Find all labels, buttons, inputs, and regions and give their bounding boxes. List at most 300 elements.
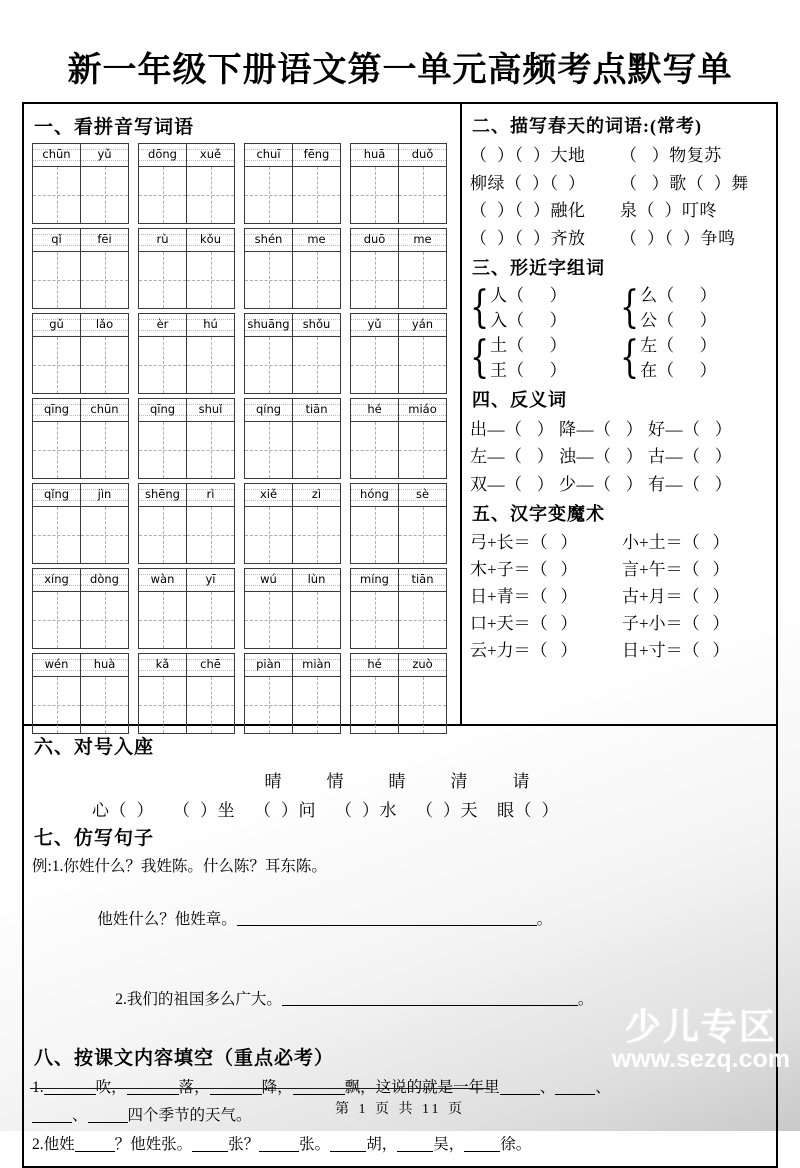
section-2-heading: 二、描写春天的词语:(常考) [472, 116, 702, 136]
pinyin-row [245, 314, 340, 337]
tianzige-cell[interactable] [351, 507, 399, 563]
pinyin-cell: qīng [139, 399, 187, 421]
similar-char-group [470, 284, 770, 333]
writing-row[interactable] [139, 677, 234, 733]
tianzige-cell[interactable] [81, 422, 128, 478]
writing-row[interactable] [33, 592, 128, 648]
char-magic-row [470, 530, 770, 557]
spring-word-left: 柳绿（ ）（ ） [470, 173, 586, 193]
tianzige-cell[interactable] [187, 677, 234, 733]
tianzige-cell[interactable] [245, 337, 293, 393]
tianzige-cell[interactable] [33, 592, 81, 648]
pinyin-row [245, 399, 340, 422]
brace-icon: { [620, 282, 640, 334]
q1-tail: 四个季节的天气。 [127, 1107, 252, 1125]
pinyin-cell: chuī [245, 144, 293, 166]
pinyin-row [351, 654, 446, 677]
similar-char-top: 人（ ） [490, 286, 567, 306]
similar-char-bottom: 在（ ） [640, 361, 717, 381]
grid-row [32, 143, 460, 224]
right-column [462, 104, 776, 724]
pinyin-cell: miàn [293, 654, 340, 676]
brace-icon: { [620, 332, 640, 384]
similar-char-top: 土（ ） [490, 336, 567, 356]
pinyin-row [33, 314, 128, 337]
pinyin-cell: hé [351, 399, 399, 421]
spring-word-right: （ ）歌（ ）舞 [620, 173, 749, 193]
pinyin-cell: miáo [399, 399, 446, 421]
pinyin-cell: shēng [139, 484, 187, 506]
section-7-example-1: 例:1.你姓什么？我姓陈。什么陈？耳东陈。 [32, 858, 327, 875]
tianzige-cell[interactable] [139, 507, 187, 563]
fill-blank[interactable] [32, 1122, 72, 1123]
writing-row[interactable] [245, 337, 340, 393]
q2-t5: 胡， [366, 1135, 398, 1153]
similar-char-pair [620, 284, 770, 333]
section-7-heading: 七、仿写句子 [34, 828, 155, 849]
writing-row[interactable] [245, 252, 340, 308]
tianzige-cell[interactable] [245, 252, 293, 308]
similar-char-bottom: 王（ ） [490, 361, 567, 381]
pinyin-row [245, 569, 340, 592]
pinyin-row [139, 654, 234, 677]
writing-row[interactable] [351, 167, 446, 223]
pinyin-cell: xíng [33, 569, 81, 591]
pinyin-cell: yǔ [351, 314, 399, 336]
pinyin-row [139, 569, 234, 592]
tianzige-cell[interactable] [245, 507, 293, 563]
tianzige-cell[interactable] [139, 252, 187, 308]
section-6-characters: 晴 情 睛 清 请 [264, 772, 544, 791]
tianzige-cell[interactable] [139, 167, 187, 223]
writing-row[interactable] [33, 252, 128, 308]
section-7-prompt-1: 他姓什么？他姓章。 [97, 911, 237, 929]
q2-t4: 张。 [299, 1135, 331, 1153]
char-magic-right: 小+土＝（ ） [622, 533, 730, 553]
grid-row [32, 483, 460, 564]
writing-row[interactable] [33, 337, 128, 393]
section-4-heading: 四、反义词 [472, 389, 567, 410]
fill-blank[interactable] [464, 1151, 500, 1152]
tianzige-cell[interactable] [187, 167, 234, 223]
tianzige-cell[interactable] [293, 252, 340, 308]
char-magic-right: 子+小＝（ ） [622, 613, 730, 633]
fill-blank[interactable] [500, 1094, 540, 1095]
pinyin-row [139, 484, 234, 507]
pinyin-cell: rù [139, 229, 187, 251]
tianzige-cell[interactable] [351, 252, 399, 308]
section-5-heading: 五、汉字变魔术 [472, 504, 605, 525]
tianzige-cell[interactable] [399, 422, 446, 478]
section-6-heading: 六、对号入座 [34, 737, 155, 758]
q1-sep1: 、 [539, 1078, 556, 1096]
writing-row[interactable] [351, 422, 446, 478]
pinyin-cell: chūn [33, 144, 81, 166]
writing-row[interactable] [33, 167, 128, 223]
word-block[interactable] [138, 398, 235, 479]
pinyin-cell: wàn [139, 569, 187, 591]
word-block[interactable] [138, 568, 235, 649]
tianzige-cell[interactable] [81, 167, 128, 223]
pinyin-cell: hóng [351, 484, 399, 506]
similar-char-top: 么（ ） [640, 286, 717, 306]
tianzige-cell[interactable] [139, 592, 187, 648]
similar-char-bottom: 公（ ） [640, 310, 717, 330]
grid-row [32, 568, 460, 649]
word-block[interactable] [350, 653, 447, 734]
char-magic-row [470, 557, 770, 584]
pinyin-cell: shén [245, 229, 293, 251]
tianzige-cell[interactable] [81, 677, 128, 733]
pinyin-cell: xuě [187, 144, 234, 166]
pinyin-cell: lùn [293, 569, 340, 591]
pinyin-cell: míng [351, 569, 399, 591]
pinyin-row [33, 399, 128, 422]
fill-blank[interactable] [210, 1094, 262, 1095]
section-2-line [470, 225, 770, 253]
char-magic-left: 口+天＝（ ） [470, 613, 578, 633]
similar-char-group [470, 334, 770, 383]
word-block[interactable] [138, 313, 235, 394]
writing-row[interactable] [139, 167, 234, 223]
section-8-question-2 [32, 1131, 766, 1160]
word-block[interactable] [350, 483, 447, 564]
antonym-line: 左—（ ） 浊—（ ） 古—（ ） [470, 447, 733, 467]
spring-word-right: （ ）（ ）争鸣 [620, 228, 736, 248]
writing-row[interactable] [245, 167, 340, 223]
similar-char-lines [640, 284, 717, 333]
word-block[interactable] [32, 313, 129, 394]
q2-t1: 2.他姓 [32, 1135, 75, 1153]
tianzige-cell[interactable] [33, 337, 81, 393]
tianzige-cell[interactable] [399, 167, 446, 223]
tianzige-cell[interactable] [399, 507, 446, 563]
word-block[interactable] [350, 228, 447, 309]
writing-row[interactable] [245, 677, 340, 733]
word-block[interactable] [244, 313, 341, 394]
q1-sep3: 、 [72, 1107, 88, 1125]
section-8-heading: 八、按课文内容填空（重点必考） [34, 1047, 335, 1069]
fill-blank[interactable] [330, 1151, 366, 1152]
word-block[interactable] [32, 228, 129, 309]
pinyin-row [245, 144, 340, 167]
pinyin-row [33, 229, 128, 252]
similar-char-pair [620, 334, 770, 383]
word-block[interactable] [32, 483, 129, 564]
writing-row[interactable] [351, 592, 446, 648]
q2-t7: 徐。 [500, 1135, 532, 1153]
fill-blank[interactable] [127, 1094, 179, 1095]
page-title: 新一年级下册语文第一单元高频考点默写单 [67, 52, 733, 89]
tianzige-cell[interactable] [33, 677, 81, 733]
word-block[interactable] [138, 653, 235, 734]
tianzige-cell[interactable] [33, 507, 81, 563]
pinyin-cell: kǎ [139, 654, 187, 676]
pinyin-row [139, 399, 234, 422]
grid-row [32, 653, 460, 734]
period-2: 。 [577, 991, 594, 1009]
tianzige-cell[interactable] [351, 167, 399, 223]
word-block[interactable] [32, 653, 129, 734]
pinyin-cell: chūn [81, 399, 128, 421]
similar-char-lines [490, 284, 567, 333]
tianzige-cell[interactable] [399, 677, 446, 733]
spring-word-right: 泉（ ）叮咚 [620, 201, 717, 221]
writing-row[interactable] [33, 677, 128, 733]
pinyin-cell: me [399, 229, 446, 251]
fill-blank[interactable] [75, 1151, 115, 1152]
pinyin-row [351, 144, 446, 167]
section-7-answer-1 [32, 881, 766, 961]
pinyin-cell: hé [351, 654, 399, 676]
section-2-line [470, 197, 770, 225]
brace-icon: { [470, 332, 490, 384]
pinyin-cell: huā [351, 144, 399, 166]
char-magic-left: 云+力＝（ ） [470, 640, 578, 660]
pinyin-grid [32, 143, 460, 734]
char-magic-left: 日+青＝（ ） [470, 587, 578, 606]
tianzige-cell[interactable] [293, 507, 340, 563]
pinyin-row [245, 484, 340, 507]
tianzige-cell[interactable] [293, 677, 340, 733]
tianzige-cell[interactable] [245, 592, 293, 648]
pinyin-cell: qíng [245, 399, 293, 421]
pinyin-row [351, 399, 446, 422]
writing-row[interactable] [351, 677, 446, 733]
writing-row[interactable] [245, 422, 340, 478]
pinyin-cell: shuǐ [187, 399, 234, 421]
similar-char-bottom: 入（ ） [490, 310, 567, 330]
pinyin-cell: yī [187, 569, 234, 591]
word-block[interactable] [244, 483, 341, 564]
tianzige-cell[interactable] [351, 592, 399, 648]
spring-word-right: （ ）物复苏 [620, 146, 722, 165]
tianzige-cell[interactable] [139, 677, 187, 733]
tianzige-cell[interactable] [245, 677, 293, 733]
tianzige-cell[interactable] [187, 252, 234, 308]
tianzige-cell[interactable] [81, 337, 128, 393]
writing-row[interactable] [139, 592, 234, 648]
pinyin-row [245, 229, 340, 252]
pinyin-cell: wén [33, 654, 81, 676]
period-1: 。 [536, 911, 553, 929]
tianzige-cell[interactable] [245, 422, 293, 478]
pinyin-cell: qǐng [33, 484, 81, 506]
tianzige-cell[interactable] [399, 337, 446, 393]
section-1-heading: 一、看拼音写词语 [34, 117, 195, 138]
pinyin-row [245, 654, 340, 677]
writing-row[interactable] [351, 252, 446, 308]
similar-char-lines [490, 334, 567, 383]
writing-row[interactable] [139, 422, 234, 478]
pinyin-cell: huà [81, 654, 128, 676]
pinyin-row [139, 229, 234, 252]
pinyin-cell: tiān [399, 569, 446, 591]
tianzige-cell[interactable] [399, 592, 446, 648]
pinyin-cell: zì [293, 484, 340, 506]
word-block[interactable] [244, 143, 341, 224]
tianzige-cell[interactable] [139, 337, 187, 393]
pinyin-row [33, 569, 128, 592]
tianzige-cell[interactable] [33, 252, 81, 308]
pinyin-cell: gǔ [33, 314, 81, 336]
word-block[interactable] [138, 143, 235, 224]
watermark-brand: 少儿专区 [624, 1005, 777, 1047]
tianzige-cell[interactable] [351, 677, 399, 733]
q2-t6: 吴， [433, 1135, 465, 1153]
writing-row[interactable] [245, 592, 340, 648]
footer-divider [30, 1088, 490, 1089]
writing-row[interactable] [139, 252, 234, 308]
writing-row[interactable] [33, 422, 128, 478]
pinyin-cell: duō [351, 229, 399, 251]
pinyin-cell: dòng [81, 569, 128, 591]
pinyin-cell: jìn [81, 484, 128, 506]
fill-blank[interactable] [88, 1122, 128, 1123]
pinyin-row [33, 144, 128, 167]
tianzige-cell[interactable] [81, 507, 128, 563]
q1-sep2: 、 [595, 1078, 611, 1096]
pinyin-cell: kǒu [187, 229, 234, 251]
pinyin-cell: me [293, 229, 340, 251]
page-footer: 第 1 页 共 11 页 [335, 1102, 465, 1117]
char-magic-right: 言+午＝（ ） [622, 560, 730, 580]
writing-row[interactable] [351, 337, 446, 393]
word-block[interactable] [138, 483, 235, 564]
pinyin-cell: fēi [81, 229, 128, 251]
left-column [24, 104, 462, 724]
tianzige-cell[interactable] [139, 422, 187, 478]
spring-word-left: （ ）（ ）大地 [470, 146, 586, 165]
tianzige-cell[interactable] [293, 167, 340, 223]
writing-row[interactable] [139, 337, 234, 393]
pinyin-cell: wú [245, 569, 293, 591]
tianzige-cell[interactable] [293, 337, 340, 393]
pinyin-row [139, 314, 234, 337]
pinyin-cell: zuò [399, 654, 446, 676]
similar-char-lines [640, 334, 717, 383]
section-7-prompt-2: 2.我们的祖国多么广大。 [115, 991, 282, 1009]
tianzige-cell[interactable] [187, 422, 234, 478]
pinyin-cell: fēng [293, 144, 340, 166]
word-block[interactable] [244, 228, 341, 309]
word-block[interactable] [244, 568, 341, 649]
q1-t4: 飘，这说的就是一年里 [344, 1078, 500, 1096]
q2-t3: 张？ [228, 1135, 260, 1153]
q1-t2: 落， [178, 1078, 210, 1096]
pinyin-cell: chē [187, 654, 234, 676]
q1-t1: 吹， [95, 1078, 127, 1096]
tianzige-cell[interactable] [33, 422, 81, 478]
tianzige-cell[interactable] [81, 252, 128, 308]
tianzige-cell[interactable] [187, 592, 234, 648]
word-block[interactable] [350, 313, 447, 394]
tianzige-cell[interactable] [351, 422, 399, 478]
similar-char-pair [470, 334, 620, 383]
char-magic-left: 木+子＝（ ） [470, 560, 578, 580]
pinyin-cell: yǔ [81, 144, 128, 166]
word-block[interactable] [350, 568, 447, 649]
fill-blank[interactable] [192, 1151, 228, 1152]
similar-char-pair [470, 284, 620, 333]
tianzige-cell[interactable] [33, 167, 81, 223]
section-2-line [470, 142, 770, 170]
grid-row [32, 313, 460, 394]
fill-blank[interactable] [555, 1094, 595, 1095]
q2-t2: ？他姓张。 [114, 1135, 193, 1153]
pinyin-cell: shǒu [293, 314, 340, 336]
pinyin-cell: sè [399, 484, 446, 506]
tianzige-cell[interactable] [187, 507, 234, 563]
pinyin-row [139, 144, 234, 167]
tianzige-cell[interactable] [81, 592, 128, 648]
fill-blank[interactable] [293, 1094, 345, 1095]
section-2-line [470, 170, 770, 198]
answer-blank[interactable] [237, 925, 537, 926]
pinyin-row [33, 484, 128, 507]
fill-blank[interactable] [397, 1151, 433, 1152]
tianzige-cell[interactable] [399, 252, 446, 308]
tianzige-cell[interactable] [351, 337, 399, 393]
pinyin-cell: qǐ [33, 229, 81, 251]
section-3-heading: 三、形近字组词 [472, 258, 605, 279]
word-block[interactable] [32, 398, 129, 479]
char-magic-row [470, 584, 770, 611]
word-block[interactable] [32, 568, 129, 649]
char-magic-row [470, 611, 770, 638]
writing-row[interactable] [33, 507, 128, 563]
section-7-answer-2 [32, 961, 766, 1041]
tianzige-cell[interactable] [187, 337, 234, 393]
pinyin-row [351, 569, 446, 592]
word-block[interactable] [350, 398, 447, 479]
watermark-url: www.sezq.com [611, 1044, 790, 1073]
spring-word-left: （ ）（ ）齐放 [470, 228, 586, 248]
pinyin-cell: xiě [245, 484, 293, 506]
brace-icon: { [470, 282, 490, 334]
answer-blank[interactable] [282, 1005, 578, 1006]
fill-blank[interactable] [259, 1151, 299, 1152]
char-magic-row [470, 638, 770, 665]
pinyin-cell: hú [187, 314, 234, 336]
word-block[interactable] [138, 228, 235, 309]
char-magic-right: 古+月＝（ ） [622, 587, 730, 606]
word-block[interactable] [244, 398, 341, 479]
word-block[interactable] [350, 143, 447, 224]
pinyin-cell: qīng [33, 399, 81, 421]
pinyin-row [33, 654, 128, 677]
pinyin-row [351, 314, 446, 337]
spring-word-left: （ ）（ ）融化 [470, 201, 586, 221]
pinyin-cell: tiān [293, 399, 340, 421]
word-block[interactable] [32, 143, 129, 224]
word-block[interactable] [244, 653, 341, 734]
tianzige-cell[interactable] [293, 592, 340, 648]
tianzige-cell[interactable] [245, 167, 293, 223]
similar-char-top: 左（ ） [640, 336, 717, 356]
tianzige-cell[interactable] [293, 422, 340, 478]
char-magic-right: 日+寸＝（ ） [622, 640, 730, 660]
antonym-line: 出—（ ） 降—（ ） 好—（ ） [470, 419, 733, 439]
section-6-blanks[interactable]: 心（ ） （ ）坐 （ ）问 （ ）水 （ ）天 眼（ ） [92, 801, 559, 820]
q1-t3: 降， [261, 1078, 293, 1096]
main-frame [22, 102, 778, 726]
pinyin-cell: shuāng [245, 314, 293, 336]
writing-row[interactable] [245, 507, 340, 563]
writing-row[interactable] [139, 507, 234, 563]
writing-row[interactable] [351, 507, 446, 563]
fill-blank[interactable] [44, 1094, 96, 1095]
